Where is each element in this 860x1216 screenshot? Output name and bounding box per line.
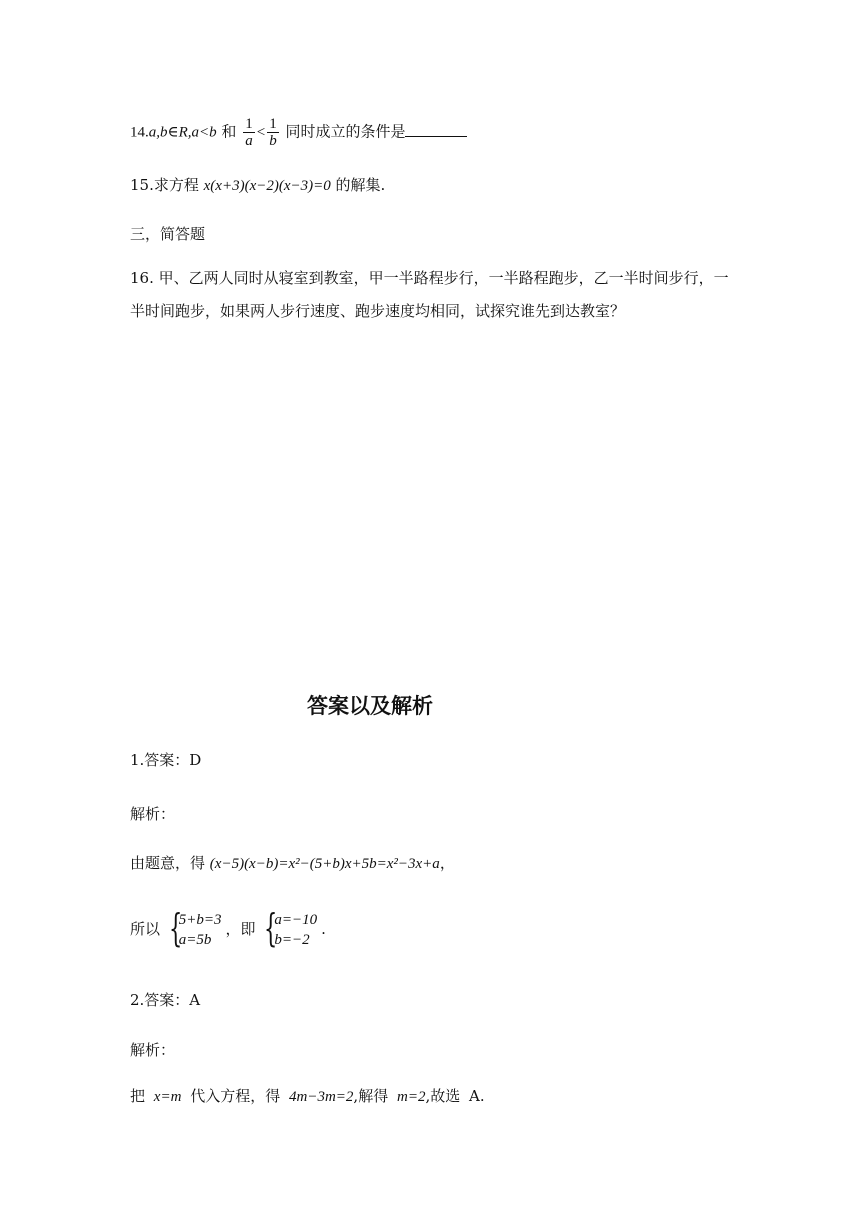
a1-line1-text: 由题意，得 [130, 854, 206, 872]
answers-title: 答案以及解析 [307, 694, 433, 718]
answer-1-analysis-label: 解析： [130, 805, 176, 823]
q15-equation: x(x+3)(x−2)(x−3)=0 [203, 178, 331, 194]
a1-line2-end: . [321, 920, 326, 938]
q14-number: 14. [130, 124, 149, 141]
q14-less-than: < [256, 124, 266, 141]
a1-line2-text: 所以 [130, 920, 161, 938]
section-3-heading: 三，简答题 [130, 225, 206, 243]
q14-condition: a,b∈R,a<b [148, 124, 217, 141]
q15-text-b: 的解集. [335, 176, 386, 194]
system-2: { a=−10 b=−2 [264, 906, 318, 950]
q15-text-a: 15.求方程 [130, 176, 199, 194]
a1-line2-mid: ，即 [225, 920, 256, 938]
answer-2-derivation [130, 1086, 485, 1107]
q14-and: 和 [221, 122, 237, 141]
question-14 [130, 116, 467, 149]
q14-tail: 同时成立的条件是 [285, 122, 406, 141]
a2-t4: ,故选 A. [425, 1087, 485, 1105]
q14-fraction-1: $\frac{1}{a}$ [245, 116, 253, 149]
a2-e1: x=m [153, 1089, 182, 1105]
answer-2: 2.答案：A [130, 991, 201, 1009]
a2-e2: 4m−3m=2 [289, 1089, 354, 1105]
a2-e3: m=2 [396, 1089, 426, 1105]
question-16: 16. 甲、乙两人同时从寝室到教室，甲一半路程步行，一半路程跑步，乙一半时间步行，一半时间跑步，如果两人步行速度、跑步速度均相同，试探究谁先到达教室？ [130, 269, 729, 320]
answer-2-analysis-label: 解析： [130, 1041, 176, 1059]
q14-answer-blank [405, 122, 467, 137]
question-15 [130, 175, 385, 196]
answer-1: 1.答案：D [130, 751, 202, 769]
system-1: { 5+b=3 a=5b [168, 906, 222, 950]
a2-t2: 代入方程，得 [190, 1087, 281, 1105]
q14-fraction-2: $\frac{1}{b}$ [269, 116, 277, 149]
answer-1-system [130, 906, 326, 950]
a1-line1-end: ， [439, 854, 455, 872]
a1-line1-equation: (x−5)(x−b)=x²−(5+b)x+5b=x²−3x+a [209, 856, 440, 872]
answer-1-derivation [130, 853, 455, 874]
a2-t3: ,解得 [353, 1087, 389, 1105]
a2-t1: 把 [130, 1087, 146, 1105]
